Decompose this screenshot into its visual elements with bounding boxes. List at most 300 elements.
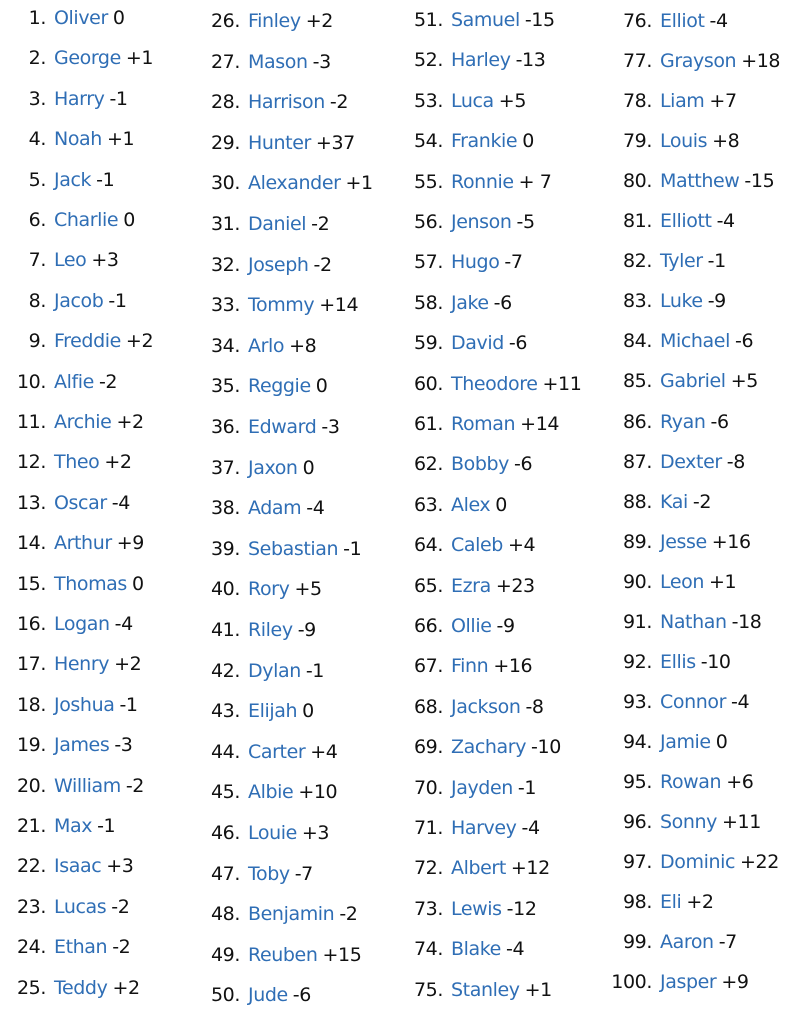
- baby-name: Theodore: [451, 372, 538, 395]
- rank-change: -12: [506, 897, 537, 920]
- baby-name: Arthur: [54, 532, 112, 555]
- rank-change: -8: [726, 450, 745, 473]
- baby-name: Arlo: [248, 334, 285, 357]
- name-list-item: [0, 976, 140, 1000]
- rank-number: 47.: [210, 862, 240, 885]
- baby-name: Finn: [451, 655, 489, 678]
- name-list-item: [610, 289, 726, 313]
- name-list-item: [200, 456, 314, 480]
- rank-change: +2: [686, 891, 714, 914]
- name-list-item: [0, 612, 133, 636]
- rank-number: 49.: [210, 943, 240, 966]
- rank-number: 14.: [16, 532, 46, 555]
- name-list-item: [610, 530, 751, 554]
- rank-change: -2: [98, 370, 118, 393]
- name-list-item: [200, 618, 316, 642]
- rank-change: +1: [125, 47, 154, 70]
- name-list-item: [0, 87, 128, 111]
- rank-change: +4: [507, 534, 536, 557]
- rank-change: + 7: [518, 170, 552, 193]
- name-list-item: [405, 129, 534, 153]
- rank-number: 42.: [210, 659, 240, 682]
- baby-name: Louie: [248, 822, 297, 844]
- rank-number: 67.: [413, 655, 443, 678]
- baby-name: Nathan: [660, 610, 727, 633]
- rank-change: -2: [112, 936, 131, 959]
- rank-number: 56.: [413, 211, 443, 233]
- rank-change: -10: [531, 736, 561, 759]
- rank-change: -18: [731, 610, 762, 633]
- name-list-item: [610, 490, 711, 514]
- rank-number: 64.: [413, 534, 443, 557]
- baby-name: Jayden: [451, 776, 513, 799]
- name-list-item: [405, 776, 536, 800]
- rank-change: 0: [715, 730, 728, 753]
- rank-number: 65.: [413, 574, 443, 597]
- name-list-item: [610, 850, 779, 874]
- name-list-item: [405, 493, 507, 517]
- rank-number: 62.: [413, 453, 443, 476]
- rank-number: 52.: [413, 49, 443, 72]
- name-list-item: [200, 374, 327, 398]
- baby-name: Jamie: [660, 730, 711, 753]
- baby-name: Max: [54, 815, 93, 837]
- baby-name: Jaxon: [248, 456, 298, 479]
- rank-number: 1.: [28, 7, 46, 29]
- rank-change: -4: [521, 817, 540, 839]
- name-list-item: [0, 895, 129, 919]
- rank-change: -6: [292, 984, 311, 1007]
- rank-number: 9.: [28, 330, 46, 353]
- rank-change: +14: [319, 294, 359, 317]
- rank-change: -9: [297, 619, 316, 641]
- baby-name: Joseph: [248, 253, 309, 276]
- baby-name: Elijah: [248, 700, 298, 723]
- rank-change: -7: [504, 251, 523, 274]
- rank-change: +1: [345, 172, 373, 195]
- baby-name: Lucas: [54, 895, 107, 918]
- name-list-item: [610, 369, 758, 393]
- rank-change: -3: [114, 734, 133, 757]
- baby-name: Gabriel: [660, 370, 726, 393]
- name-list-item: [0, 329, 153, 353]
- baby-name: Eli: [660, 891, 682, 914]
- rank-number: 43.: [210, 700, 240, 723]
- rank-change: +16: [711, 530, 751, 553]
- baby-name: Thomas: [54, 572, 127, 595]
- name-list-item: [0, 6, 125, 30]
- rank-change: +5: [498, 89, 527, 112]
- rank-number: 18.: [16, 693, 46, 716]
- rank-number: 15.: [16, 572, 46, 595]
- rank-change: -3: [321, 416, 340, 438]
- rank-number: 74.: [413, 938, 443, 961]
- baby-name: Roman: [451, 413, 516, 435]
- rank-number: 22.: [16, 855, 46, 878]
- rank-change: 0: [302, 700, 314, 723]
- name-list-item: [610, 49, 780, 73]
- rank-number: 10.: [16, 370, 46, 393]
- baby-name: Alex: [451, 493, 491, 516]
- baby-name: Sonny: [660, 811, 718, 833]
- rank-change: -1: [97, 815, 116, 837]
- name-list-item: [610, 690, 749, 714]
- rank-change: -15: [744, 170, 775, 193]
- rank-number: 77.: [622, 50, 652, 73]
- rank-number: 31.: [210, 213, 240, 235]
- rank-number: 82.: [622, 250, 652, 273]
- rank-number: 75.: [413, 978, 443, 1001]
- rank-number: 11.: [16, 411, 46, 433]
- rank-number: 6.: [28, 209, 46, 231]
- rank-number: 92.: [622, 650, 652, 673]
- rank-number: 88.: [622, 490, 652, 513]
- rank-number: 100.: [611, 971, 652, 994]
- baby-name: William: [54, 774, 121, 797]
- rank-number: 2.: [28, 47, 46, 70]
- rank-change: -13: [515, 49, 546, 72]
- rank-number: 26.: [210, 10, 240, 32]
- rank-number: 46.: [210, 822, 240, 844]
- rank-change: +1: [524, 978, 552, 1001]
- name-list-item: [610, 249, 726, 273]
- rank-change: -6: [514, 453, 533, 476]
- rank-number: 34.: [210, 334, 240, 357]
- baby-name: David: [451, 332, 504, 355]
- rank-number: 63.: [413, 493, 443, 516]
- name-list-item: [200, 212, 329, 236]
- rank-number: 38.: [210, 497, 240, 520]
- baby-name: Harvey: [451, 817, 517, 839]
- rank-number: 20.: [16, 774, 46, 797]
- name-list-item: [0, 693, 138, 717]
- rank-number: 8.: [28, 289, 46, 312]
- rank-number: 12.: [16, 451, 46, 474]
- baby-name: Oscar: [54, 491, 107, 514]
- rank-change: +18: [741, 50, 781, 73]
- baby-name: Jesse: [660, 530, 707, 553]
- rank-change: 0: [495, 493, 507, 516]
- rank-number: 19.: [16, 734, 46, 757]
- baby-name: Jenson: [451, 211, 512, 233]
- name-list-item: [405, 533, 535, 557]
- rank-number: 23.: [16, 895, 46, 918]
- baby-name: Hugo: [451, 251, 500, 274]
- baby-name: Kai: [660, 490, 688, 513]
- rank-number: 70.: [413, 776, 443, 799]
- rank-change: +37: [315, 131, 355, 154]
- rank-change: +8: [289, 334, 317, 357]
- rank-change: -1: [109, 87, 128, 110]
- rank-change: +11: [722, 811, 761, 833]
- rank-change: -2: [313, 253, 332, 276]
- rank-change: +22: [740, 851, 779, 874]
- rank-change: +23: [495, 574, 535, 597]
- rank-change: -1: [707, 250, 726, 273]
- name-list-item: [200, 537, 361, 561]
- name-list-item: [610, 890, 714, 914]
- baby-name: Albie: [248, 781, 294, 804]
- rank-change: -2: [339, 903, 358, 926]
- rank-change: -6: [710, 410, 729, 433]
- rank-change: 0: [522, 130, 534, 153]
- rank-number: 73.: [413, 897, 443, 920]
- rank-number: 91.: [622, 610, 652, 633]
- baby-name: Rowan: [660, 770, 722, 793]
- baby-name: Matthew: [660, 170, 740, 193]
- name-list-item: [0, 248, 119, 272]
- rank-number: 72.: [413, 857, 443, 880]
- name-list-item: [200, 50, 331, 74]
- rank-change: -4: [114, 613, 133, 635]
- name-list-item: [0, 733, 133, 757]
- name-list-item: [610, 810, 761, 834]
- rank-change: +16: [493, 655, 533, 678]
- rank-number: 29.: [210, 131, 240, 154]
- baby-name: Ryan: [660, 410, 706, 433]
- rank-number: 17.: [16, 653, 46, 676]
- rank-number: 85.: [622, 370, 652, 393]
- rank-change: -2: [311, 213, 330, 235]
- name-list-item: [200, 90, 348, 114]
- rank-change: +2: [104, 451, 132, 474]
- rank-number: 86.: [622, 410, 652, 433]
- rank-change: +15: [322, 943, 362, 966]
- rank-change: +1: [709, 570, 737, 593]
- baby-name: Luke: [660, 290, 703, 313]
- name-list-item: [610, 610, 761, 634]
- rank-number: 81.: [622, 210, 652, 233]
- baby-name: Riley: [248, 619, 293, 641]
- baby-name: Ronnie: [451, 170, 514, 193]
- baby-name: Albert: [451, 857, 506, 880]
- rank-number: 83.: [622, 290, 652, 313]
- rank-change: +7: [709, 90, 737, 113]
- baby-name: Jack: [54, 168, 92, 191]
- name-list-item: [0, 491, 130, 515]
- rank-number: 80.: [622, 170, 652, 193]
- baby-name: Leo: [54, 249, 87, 272]
- rank-change: +2: [305, 10, 333, 32]
- rank-number: 94.: [622, 730, 652, 753]
- rank-number: 95.: [622, 770, 652, 793]
- rank-change: -4: [731, 690, 750, 713]
- rank-change: -1: [517, 776, 537, 799]
- name-list-item: [405, 856, 550, 880]
- rank-change: -4: [716, 210, 735, 233]
- baby-name: Harley: [451, 49, 511, 72]
- baby-name: Dominic: [660, 851, 736, 874]
- name-list-item: [405, 372, 581, 396]
- name-list-item: [0, 289, 127, 313]
- name-list-item: [0, 410, 144, 434]
- name-list-item: [405, 170, 551, 194]
- rank-number: 66.: [413, 615, 443, 637]
- baby-name: Isaac: [54, 855, 102, 878]
- rank-number: 68.: [413, 695, 443, 718]
- rank-number: 97.: [622, 851, 652, 874]
- baby-name: Finley: [248, 10, 301, 32]
- rank-change: +2: [125, 330, 154, 353]
- rank-change: +11: [542, 372, 582, 395]
- rank-number: 96.: [622, 811, 652, 833]
- rank-change: 0: [131, 572, 144, 595]
- baby-name: Alfie: [54, 370, 94, 393]
- baby-name: Reggie: [248, 375, 311, 398]
- rank-number: 3.: [28, 87, 46, 110]
- baby-name: Hunter: [248, 131, 311, 154]
- name-list-item: [610, 209, 735, 233]
- rank-change: -9: [707, 290, 726, 313]
- rank-change: -1: [108, 289, 127, 312]
- name-list-item: [610, 89, 737, 113]
- baby-name: Dexter: [660, 450, 722, 473]
- name-list-item: [610, 329, 753, 353]
- baby-name: Dylan: [248, 659, 301, 682]
- rank-number: 71.: [413, 817, 443, 839]
- name-list-item: [405, 735, 561, 759]
- name-list-item: [0, 814, 115, 838]
- rank-change: +9: [116, 532, 144, 555]
- rank-number: 4.: [28, 128, 46, 151]
- baby-name: Mason: [248, 50, 308, 73]
- rank-number: 78.: [622, 90, 652, 113]
- baby-name: Rory: [248, 578, 290, 601]
- baby-name: Leon: [660, 570, 705, 593]
- rank-number: 89.: [622, 530, 652, 553]
- baby-name: Lewis: [451, 897, 502, 920]
- rank-change: -1: [119, 693, 138, 716]
- rank-number: 58.: [413, 291, 443, 314]
- baby-name: Adam: [248, 497, 302, 520]
- baby-name: Liam: [660, 90, 705, 113]
- rank-change: +10: [298, 781, 338, 804]
- name-list-item: [405, 210, 535, 234]
- rank-change: +1: [106, 128, 135, 151]
- baby-name: Aaron: [660, 931, 714, 954]
- name-list-item: [200, 821, 329, 845]
- baby-name: Freddie: [54, 330, 121, 353]
- baby-name: Connor: [660, 690, 727, 713]
- name-list-item: [405, 614, 515, 638]
- rank-number: 59.: [413, 332, 443, 355]
- baby-name: Ollie: [451, 615, 492, 637]
- rank-number: 50.: [210, 984, 240, 1007]
- rank-change: +2: [116, 411, 144, 433]
- name-list-item: [200, 334, 316, 358]
- rank-number: 55.: [413, 170, 443, 193]
- rank-change: +3: [106, 855, 134, 878]
- rank-number: 28.: [210, 91, 240, 114]
- rank-change: -2: [111, 895, 130, 918]
- name-list-item: [405, 412, 559, 436]
- baby-name: Edward: [248, 416, 317, 438]
- name-list-item: [405, 291, 512, 315]
- rank-number: 53.: [413, 89, 443, 112]
- baby-name: Henry: [54, 653, 110, 676]
- baby-name: Alexander: [248, 172, 341, 195]
- name-list-item: [610, 129, 739, 153]
- rank-change: -7: [718, 931, 737, 954]
- rank-change: +6: [726, 770, 754, 793]
- name-list-item: [0, 774, 144, 798]
- rank-change: +2: [114, 653, 142, 676]
- rank-number: 54.: [413, 130, 443, 153]
- name-list-item: [200, 699, 314, 723]
- rank-change: 0: [302, 456, 315, 479]
- name-list-item: [405, 8, 555, 32]
- rank-change: +3: [301, 822, 330, 844]
- rank-number: 79.: [622, 130, 652, 153]
- rank-number: 61.: [413, 413, 443, 435]
- name-list-item: [0, 208, 135, 232]
- rank-change: -10: [700, 650, 731, 673]
- baby-name: Harry: [54, 87, 105, 110]
- name-list-item: [200, 740, 338, 764]
- rank-number: 36.: [210, 416, 240, 438]
- rank-number: 57.: [413, 251, 443, 274]
- rank-change: +4: [310, 740, 338, 763]
- rank-number: 5.: [28, 168, 46, 191]
- rank-change: -2: [329, 91, 349, 114]
- name-list-item: [200, 496, 324, 520]
- name-list-item: [610, 730, 727, 754]
- rank-number: 30.: [210, 172, 240, 195]
- rank-number: 98.: [622, 891, 652, 914]
- baby-name: Teddy: [54, 976, 108, 999]
- rank-change: 0: [315, 375, 328, 398]
- name-list-item: [405, 897, 537, 921]
- rank-change: -9: [496, 615, 515, 637]
- baby-name: Luca: [451, 89, 494, 112]
- rank-change: +14: [520, 413, 560, 435]
- baby-name: Caleb: [451, 534, 503, 557]
- rank-number: 24.: [16, 936, 46, 959]
- rank-change: 0: [112, 7, 125, 29]
- name-list-item: [0, 531, 144, 555]
- baby-name: Joshua: [54, 693, 115, 716]
- rank-change: -7: [294, 862, 313, 885]
- name-list-item: [200, 293, 358, 317]
- rank-number: 76.: [622, 10, 652, 32]
- rank-number: 51.: [413, 9, 443, 31]
- name-list-item: [405, 816, 540, 840]
- rank-number: 60.: [413, 372, 443, 395]
- name-list-item: [0, 652, 141, 676]
- name-list-item: [200, 577, 322, 601]
- baby-name: Elliot: [660, 10, 705, 32]
- rank-change: -1: [96, 168, 115, 191]
- baby-name: Toby: [248, 862, 290, 885]
- baby-name: Jackson: [451, 695, 521, 718]
- baby-name: Samuel: [451, 9, 520, 31]
- rank-number: 40.: [210, 578, 240, 601]
- rank-number: 45.: [210, 781, 240, 804]
- name-list-item: [405, 695, 544, 719]
- name-list-item: [405, 331, 527, 355]
- rank-number: 16.: [16, 613, 46, 635]
- name-list-item: [0, 370, 117, 394]
- baby-name: Stanley: [451, 978, 520, 1001]
- name-list-item: [610, 169, 774, 193]
- rank-number: 69.: [413, 736, 443, 759]
- name-list-item: [0, 168, 114, 192]
- rank-change: -6: [493, 291, 512, 314]
- rank-number: 13.: [16, 491, 46, 514]
- baby-name: Daniel: [248, 213, 307, 235]
- name-list-item: [405, 937, 524, 961]
- name-list-item: [0, 572, 144, 596]
